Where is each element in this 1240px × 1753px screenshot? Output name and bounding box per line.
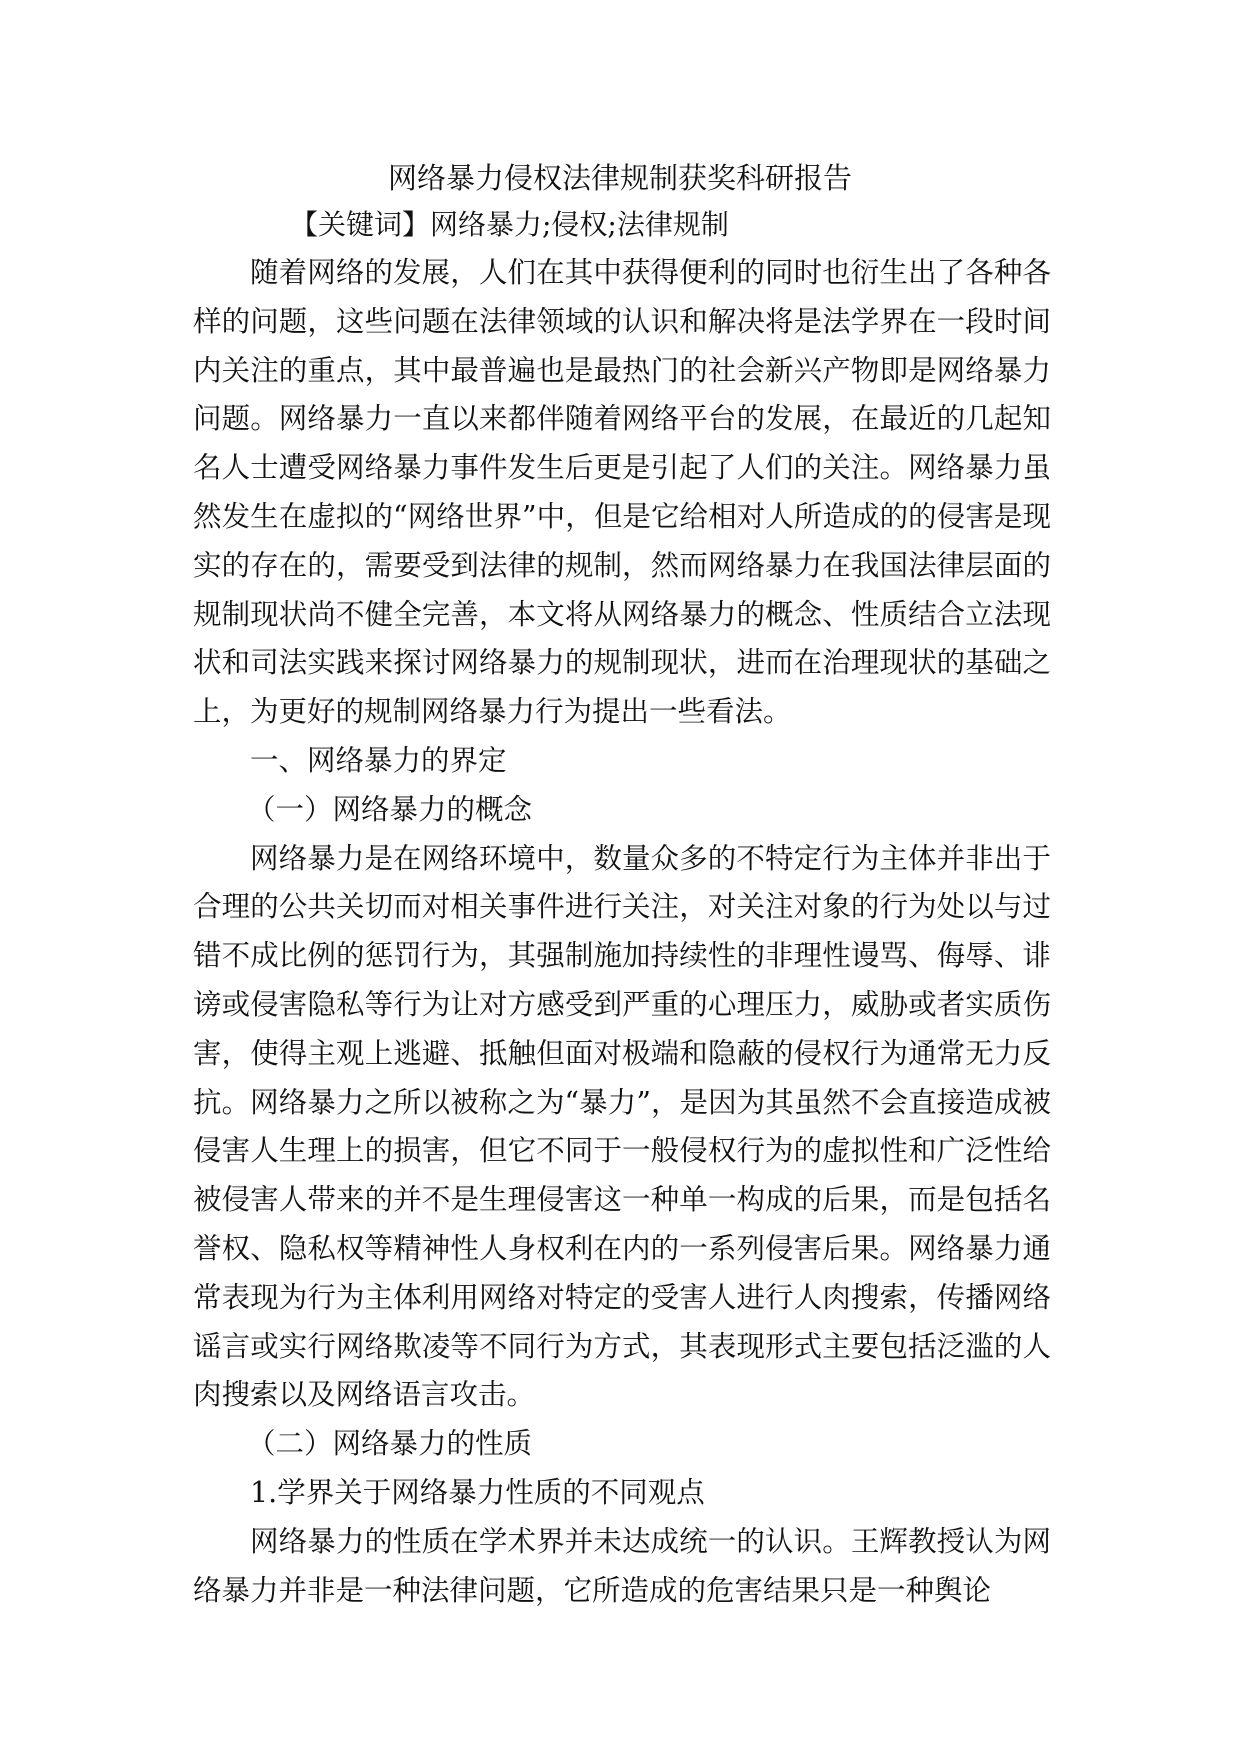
section-heading-1: 一、网络暴力的界定	[250, 743, 507, 777]
nature-paragraph: 网络暴力的性质在学术界并未达成统一的认识。王辉教授认为网络暴力并非是一种法律问题，它所造成的危害结果只是一种舆论	[193, 1524, 1051, 1607]
subsection-heading-1-2-1: 1.学界关于网络暴力性质的不同观点	[250, 1475, 705, 1509]
intro-paragraph: 随着网络的发展，人们在其中获得便利的同时也衍生出了各种各样的问题，这些问题在法律领域的认识和解决将是法学界在一段时间内关注的重点，其中最普遍也是最热门的社会新兴产物即是网络暴力问题。网络暴力一直以来都伴随着网络平台的发展，在最近的几起知名人士遭受网络暴力事件发生后更是引起了人们的关注。网络暴力虽然发生在虚拟的“网络世界”中，但是它给相对人所造成的的侵害是现实的存在的，需要受到法律的规制，然而网络暴力在我国法律层面的规制现状尚不健全完善，本文将从网络暴力的概念、性质结合立法现状和司法实践来探讨网络暴力的规制现状，进而在治理现状的基础之上，为更好的规制网络暴力行为提出一些看法。	[193, 256, 1051, 729]
subsection-heading-1-1: （一）网络暴力的概念	[247, 792, 533, 826]
keywords-line: 【关键词】网络暴力;侵权;法律规制	[290, 208, 729, 241]
document-body	[193, 249, 1051, 1615]
subsection-heading-1-2: （二）网络暴力的性质	[247, 1427, 533, 1461]
document-title: 网络暴力侵权法律规制获奖科研报告	[387, 161, 852, 195]
concept-paragraph: 网络暴力是在网络环境中，数量众多的不特定行为主体并非出于合理的公共关切而对相关事件进行关注，对关注对象的行为处以与过错不成比例的惩罚行为，其强制施加持续性的非理性谩骂、侮辱、诽谤或侵害隐私等行为让对方感受到严重的心理压力，威胁或者实质伤害，使得主观上逃避、抵触但面对极端和隐蔽的侵权行为通常无力反抗。网络暴力之所以被称之为“暴力”，是因为其虽然不会直接造成被侵害人生理上的损害，但它不同于一般侵权行为的虚拟性和广泛性给被侵害人带来的并不是生理侵害这一种单一构成的后果，而是包括名誉权、隐私权等精神性人身权利在内的一系列侵害后果。网络暴力通常表现为行为主体利用网络对特定的受害人进行人肉搜索，传播网络谣言或实行网络欺凌等不同行为方式，其表现形式主要包括泛滥的人肉搜索以及网络语言攻击。	[193, 841, 1051, 1412]
